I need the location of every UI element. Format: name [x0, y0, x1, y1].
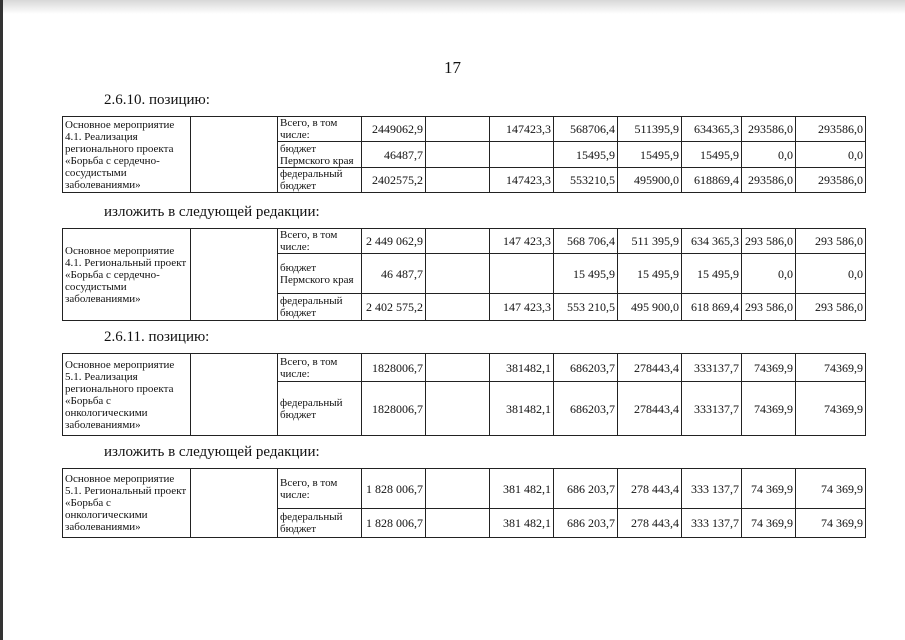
table-old-2-6-10 — [62, 116, 866, 193]
amount-cell: 147423,3 — [490, 168, 554, 193]
amount-cell — [426, 229, 490, 254]
amount-cell: 634365,3 — [682, 117, 742, 142]
amount-cell: 381 482,1 — [490, 509, 554, 538]
amount-cell: 278 443,4 — [618, 509, 682, 538]
amount-cell: 15 495,9 — [618, 254, 682, 294]
amount-cell: 15 495,9 — [682, 254, 742, 294]
heading-position-2-6-11: 2.6.11. позицию: — [104, 329, 210, 345]
amount-cell: 74 369,9 — [742, 469, 796, 509]
scan-edge-left — [0, 0, 3, 640]
amount-cell — [426, 382, 490, 436]
amount-cell: 0,0 — [742, 142, 796, 168]
amount-cell: 74 369,9 — [742, 509, 796, 538]
total-amount-cell: 2402575,2 — [362, 168, 426, 193]
amount-cell: 147 423,3 — [490, 229, 554, 254]
total-amount-cell: 2 402 575,2 — [362, 294, 426, 321]
activity-name-cell: Основное мероприятие 4.1. Региональный проект «Борьба с сердечно-сосудистыми заболеваниями» — [63, 229, 191, 321]
amount-cell: 634 365,3 — [682, 229, 742, 254]
amount-cell: 15495,9 — [682, 142, 742, 168]
heading-new-edition-2: изложить в следующей редакции: — [104, 444, 320, 460]
amount-cell — [426, 509, 490, 538]
activity-name-cell: Основное мероприятие 4.1. Реализация регионального проекта «Борьба с сердечно-сосудистыми заболеваниями» — [63, 117, 191, 193]
funding-source-cell: бюджет Пермского края — [278, 142, 362, 168]
amount-cell: 495 900,0 — [618, 294, 682, 321]
amount-cell: 15495,9 — [554, 142, 618, 168]
total-amount-cell: 2449062,9 — [362, 117, 426, 142]
scan-edge-top — [0, 0, 905, 14]
amount-cell: 495900,0 — [618, 168, 682, 193]
amount-cell: 333137,7 — [682, 354, 742, 382]
amount-cell: 568706,4 — [554, 117, 618, 142]
amount-cell: 618869,4 — [682, 168, 742, 193]
amount-cell — [426, 354, 490, 382]
total-amount-cell: 1 828 006,7 — [362, 469, 426, 509]
amount-cell: 147 423,3 — [490, 294, 554, 321]
amount-cell: 278 443,4 — [618, 469, 682, 509]
amount-cell: 686203,7 — [554, 354, 618, 382]
activity-name-cell: Основное мероприятие 5.1. Реализация регионального проекта «Борьба с онкологическими заболеваниями» — [63, 354, 191, 436]
amount-cell — [426, 254, 490, 294]
table-new-2-6-10 — [62, 228, 866, 321]
amount-cell: 381 482,1 — [490, 469, 554, 509]
funding-source-cell: федеральный бюджет — [278, 509, 362, 538]
total-amount-cell: 46487,7 — [362, 142, 426, 168]
amount-cell: 293586,0 — [796, 168, 866, 193]
page-number: 17 — [444, 58, 461, 77]
funding-source-cell: бюджет Пермского края — [278, 254, 362, 294]
funding-source-cell: Всего, в том числе: — [278, 117, 362, 142]
amount-cell: 74 369,9 — [796, 509, 866, 538]
amount-cell: 293 586,0 — [796, 294, 866, 321]
responsible-cell — [191, 229, 278, 321]
amount-cell — [426, 142, 490, 168]
activity-name-cell: Основное мероприятие 5.1. Региональный проект «Борьба с онкологическими заболеваниями» — [63, 469, 191, 538]
heading-new-edition-1: изложить в следующей редакции: — [104, 204, 320, 220]
amount-cell: 333137,7 — [682, 382, 742, 436]
amount-cell: 74369,9 — [742, 382, 796, 436]
total-amount-cell: 1828006,7 — [362, 382, 426, 436]
amount-cell: 686 203,7 — [554, 509, 618, 538]
table-old-2-6-11 — [62, 353, 866, 436]
table-row — [63, 469, 866, 509]
responsible-cell — [191, 117, 278, 193]
total-amount-cell: 46 487,7 — [362, 254, 426, 294]
amount-cell: 568 706,4 — [554, 229, 618, 254]
amount-cell: 15495,9 — [618, 142, 682, 168]
amount-cell: 686203,7 — [554, 382, 618, 436]
amount-cell: 74369,9 — [796, 382, 866, 436]
total-amount-cell: 1 828 006,7 — [362, 509, 426, 538]
amount-cell — [426, 294, 490, 321]
amount-cell: 74369,9 — [796, 354, 866, 382]
funding-source-cell: Всего, в том числе: — [278, 354, 362, 382]
amount-cell: 293586,0 — [742, 168, 796, 193]
amount-cell: 553210,5 — [554, 168, 618, 193]
amount-cell: 15 495,9 — [554, 254, 618, 294]
funding-source-cell: федеральный бюджет — [278, 382, 362, 436]
total-amount-cell: 2 449 062,9 — [362, 229, 426, 254]
amount-cell: 0,0 — [742, 254, 796, 294]
amount-cell: 511 395,9 — [618, 229, 682, 254]
amount-cell: 511395,9 — [618, 117, 682, 142]
amount-cell: 686 203,7 — [554, 469, 618, 509]
table-new-2-6-11 — [62, 468, 866, 538]
amount-cell: 74369,9 — [742, 354, 796, 382]
amount-cell: 278443,4 — [618, 382, 682, 436]
amount-cell: 0,0 — [796, 142, 866, 168]
amount-cell — [426, 168, 490, 193]
amount-cell: 293 586,0 — [796, 229, 866, 254]
total-amount-cell: 1828006,7 — [362, 354, 426, 382]
amount-cell — [490, 142, 554, 168]
funding-source-cell: Всего, в том числе: — [278, 469, 362, 509]
funding-source-cell: федеральный бюджет — [278, 294, 362, 321]
funding-source-cell: Всего, в том числе: — [278, 229, 362, 254]
amount-cell: 147423,3 — [490, 117, 554, 142]
amount-cell: 293586,0 — [742, 117, 796, 142]
heading-position-2-6-10: 2.6.10. позицию: — [104, 92, 210, 108]
amount-cell: 293586,0 — [796, 117, 866, 142]
amount-cell: 0,0 — [796, 254, 866, 294]
amount-cell: 381482,1 — [490, 382, 554, 436]
amount-cell: 293 586,0 — [742, 229, 796, 254]
amount-cell: 278443,4 — [618, 354, 682, 382]
amount-cell — [426, 117, 490, 142]
amount-cell: 618 869,4 — [682, 294, 742, 321]
table-row — [63, 354, 866, 382]
amount-cell: 333 137,7 — [682, 469, 742, 509]
amount-cell: 553 210,5 — [554, 294, 618, 321]
table-row — [63, 117, 866, 142]
amount-cell — [426, 469, 490, 509]
amount-cell: 333 137,7 — [682, 509, 742, 538]
amount-cell — [490, 254, 554, 294]
amount-cell: 74 369,9 — [796, 469, 866, 509]
amount-cell: 381482,1 — [490, 354, 554, 382]
responsible-cell — [191, 354, 278, 436]
table-row — [63, 229, 866, 254]
amount-cell: 293 586,0 — [742, 294, 796, 321]
responsible-cell — [191, 469, 278, 538]
funding-source-cell: федеральный бюджет — [278, 168, 362, 193]
